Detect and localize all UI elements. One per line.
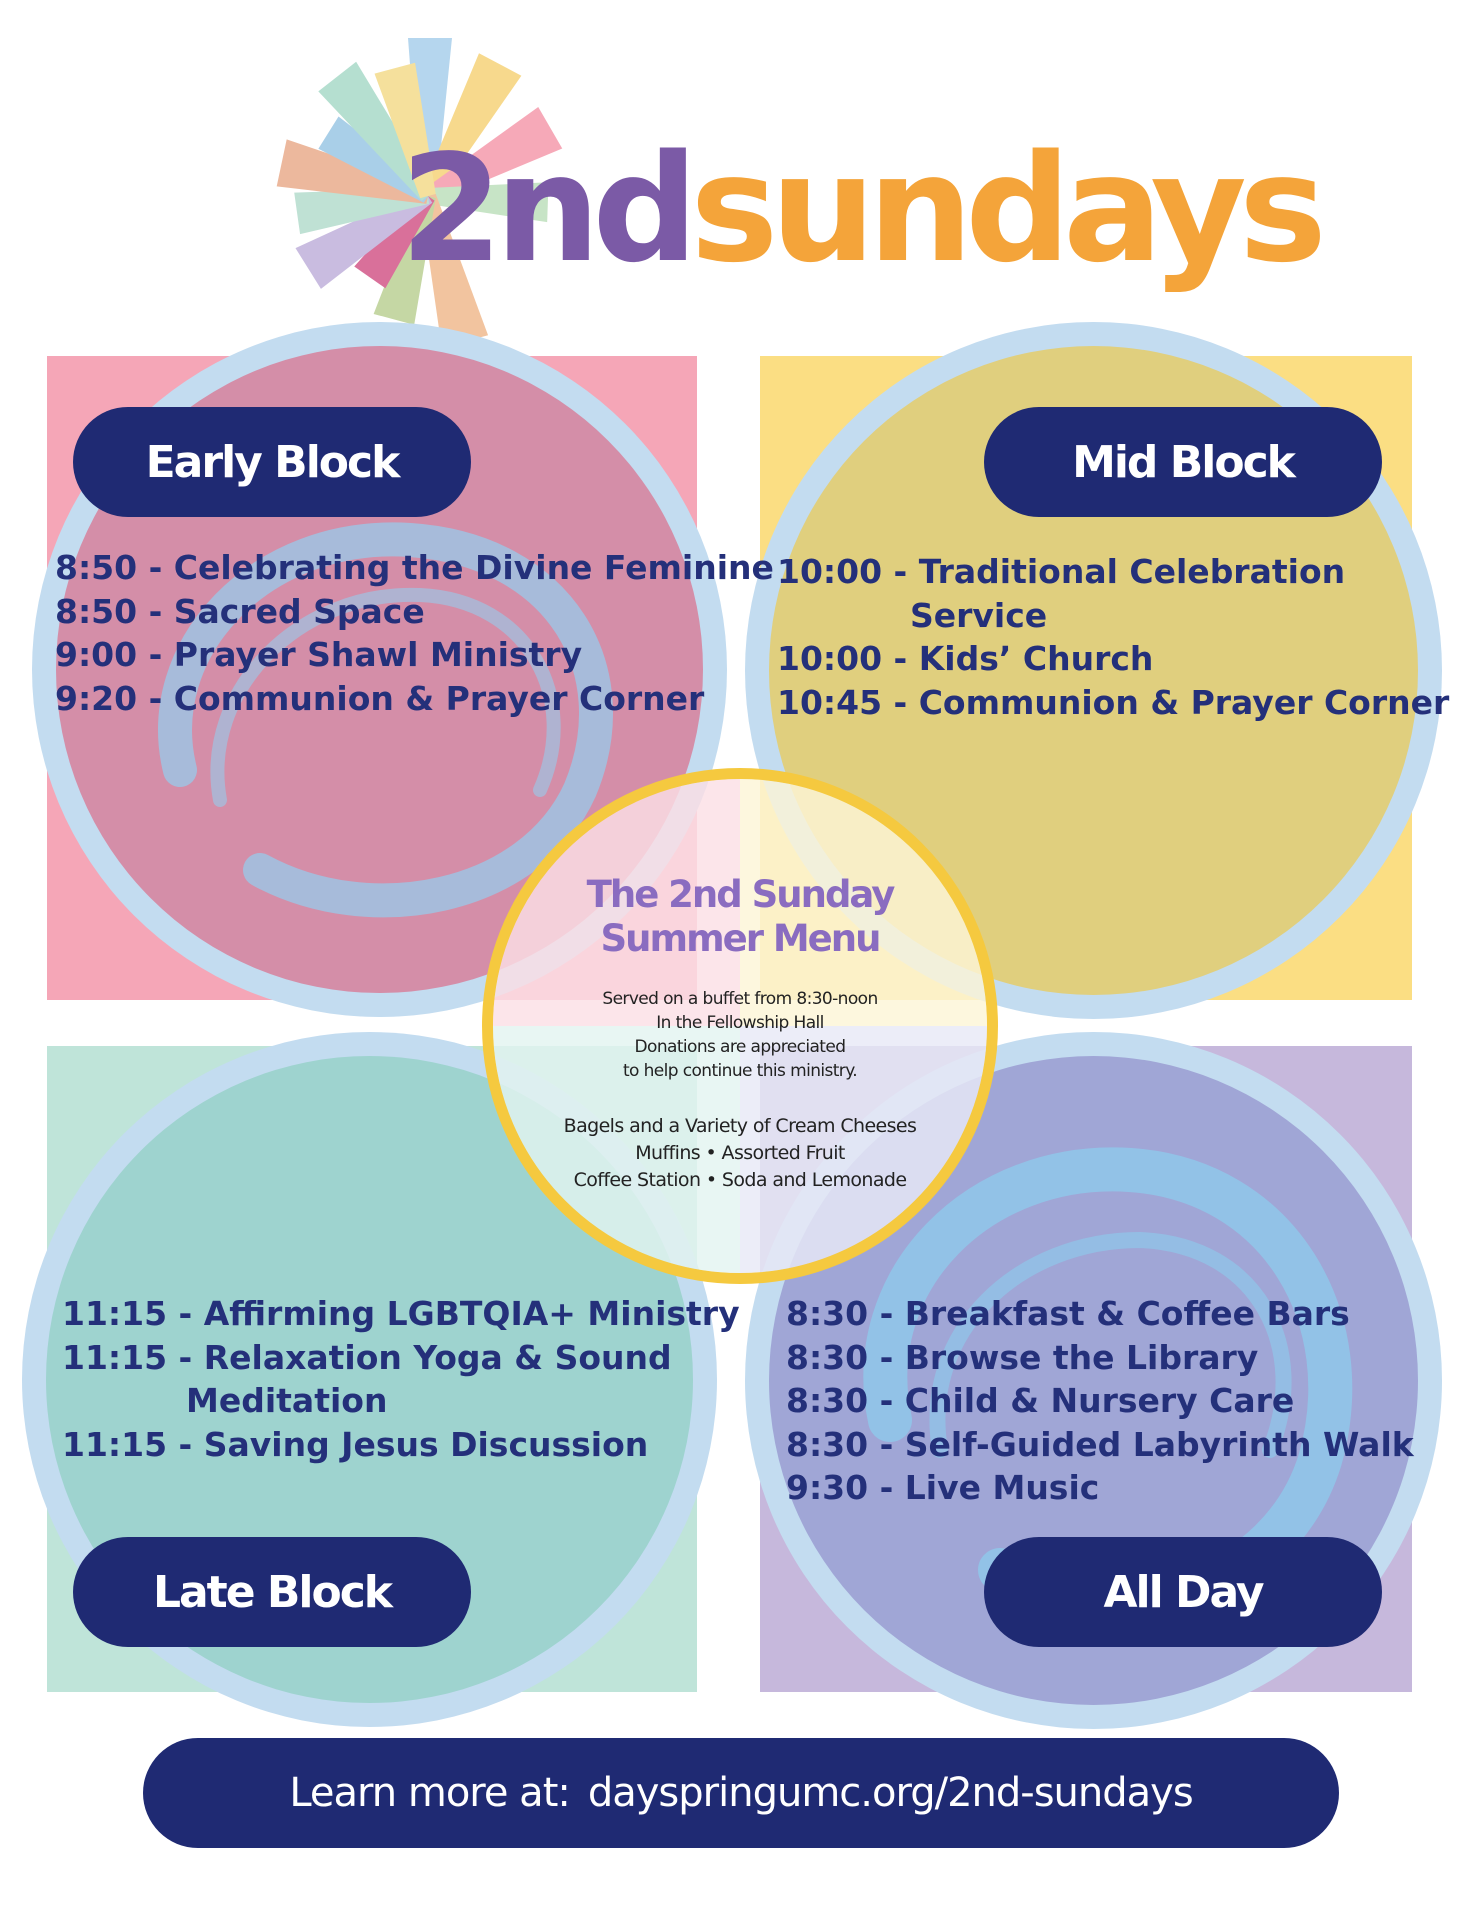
schedule-item-continued: Service xyxy=(910,595,1048,635)
footer-url-link[interactable]: dayspringumc.org/2nd-sundays xyxy=(587,1770,1193,1816)
mid-block-label: Mid Block xyxy=(984,407,1382,517)
menu-detail-line: Donations are appreciated xyxy=(634,1037,846,1057)
menu-detail-line: In the Fellowship Hall xyxy=(656,1013,824,1033)
schedule-item: 8:50 - Sacred Space xyxy=(55,591,425,631)
menu-item: Muffins • Assorted Fruit xyxy=(635,1142,845,1164)
allday-block-schedule xyxy=(786,1292,1414,1510)
footer-prefix: Learn more at: xyxy=(289,1770,570,1816)
schedule-item: 11:15 - Relaxation Yoga & Sound xyxy=(62,1337,672,1377)
schedule-item: 8:30 - Self-Guided Labyrinth Walk xyxy=(786,1424,1414,1464)
schedule-item: 8:30 - Child & Nursery Care xyxy=(786,1381,1295,1420)
menu-detail-line: to help continue this ministry. xyxy=(622,1061,858,1081)
schedule-item: 10:45 - Communion & Prayer Corner xyxy=(777,682,1450,722)
schedule-item: 10:00 - Traditional Celebration xyxy=(777,552,1346,591)
menu-title xyxy=(493,873,987,961)
logo-wordmark xyxy=(400,123,1319,295)
schedule-item: 8:50 - Celebrating the Divine Feminine xyxy=(55,548,774,587)
menu-items xyxy=(493,1113,987,1194)
menu-details xyxy=(493,987,987,1083)
schedule-item-continued: Meditation xyxy=(186,1381,388,1420)
schedule-item: 8:30 - Breakfast & Coffee Bars xyxy=(786,1294,1350,1333)
early-block-schedule xyxy=(55,546,774,720)
logo-word: sundays xyxy=(690,123,1319,295)
late-block-label: Late Block xyxy=(73,1537,471,1647)
menu-detail-line: Served on a buffet from 8:30-noon xyxy=(602,989,878,1009)
mid-block-schedule xyxy=(777,550,1449,724)
schedule-item: 9:00 - Prayer Shawl Ministry xyxy=(55,635,583,674)
footer-banner xyxy=(143,1738,1339,1848)
menu-title-line: Summer Menu xyxy=(600,917,880,960)
menu-item: Bagels and a Variety of Cream Cheeses xyxy=(563,1115,917,1137)
schedule-item: 9:30 - Live Music xyxy=(786,1468,1100,1507)
schedule-item: 11:15 - Affirming LGBTQIA+ Ministry xyxy=(62,1294,740,1333)
logo-number: 2nd xyxy=(400,123,691,295)
schedule-item: 8:30 - Browse the Library xyxy=(786,1337,1259,1377)
summer-menu-circle xyxy=(482,768,998,1284)
schedule-item: 9:20 - Communion & Prayer Corner xyxy=(55,678,705,718)
allday-block-label: All Day xyxy=(984,1537,1382,1647)
schedule-item: 11:15 - Saving Jesus Discussion xyxy=(62,1424,649,1464)
early-block-label: Early Block xyxy=(73,407,471,517)
late-block-schedule xyxy=(62,1292,740,1466)
menu-title-line: The 2nd Sunday xyxy=(586,873,894,916)
menu-item: Coffee Station • Soda and Lemonade xyxy=(573,1169,907,1191)
schedule-item: 10:00 - Kids’ Church xyxy=(777,639,1154,678)
